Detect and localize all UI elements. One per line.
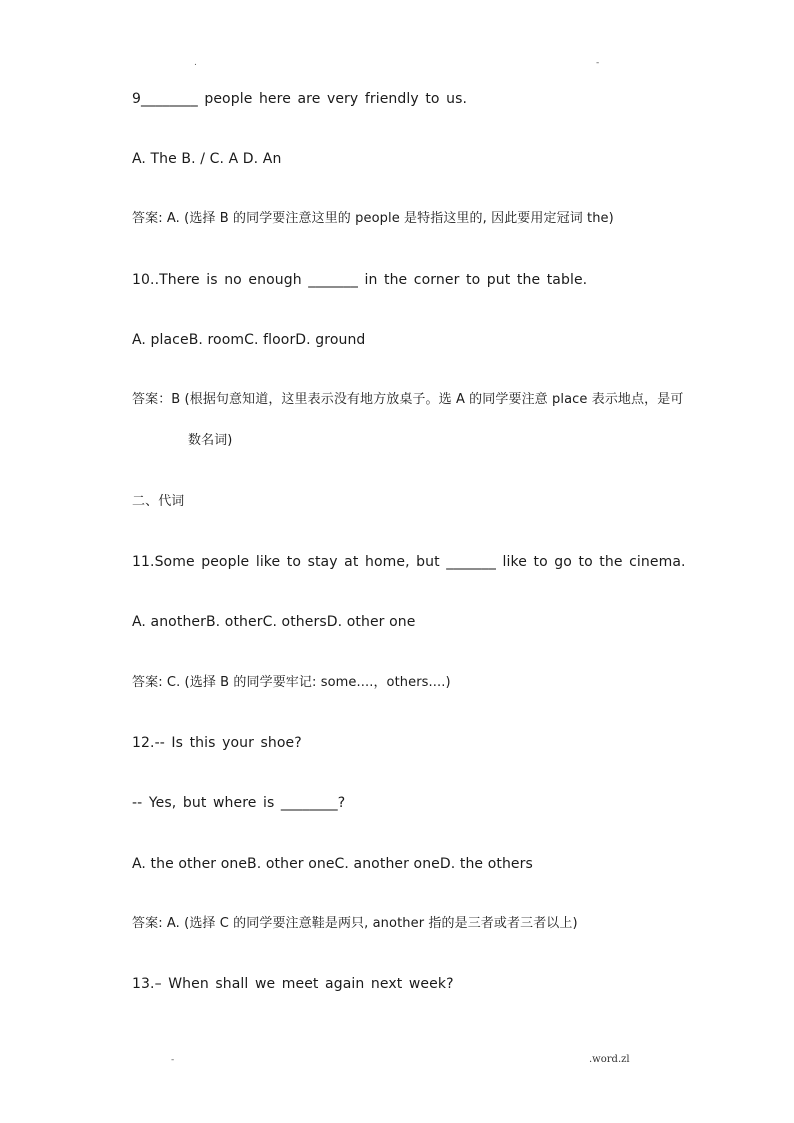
question-10: 10..There is no enough _______ in the corner to put the table. — [132, 272, 588, 288]
footer-right-mark: .word.zl — [589, 1054, 630, 1065]
header-right-mark: - — [596, 58, 600, 68]
footer-left-mark: - — [171, 1055, 175, 1065]
question-10-options: A. placeB. roomC. floorD. ground — [132, 332, 366, 348]
question-12-answer: 答案: A. (选择 C 的同学要注意鞋是两只, another 指的是三者或者三者以上) — [132, 916, 578, 931]
question-13: 13.– When shall we meet again next week? — [132, 976, 454, 992]
question-9: 9________ people here are very friendly to us. — [132, 91, 468, 107]
question-11: 11.Some people like to stay at home, but _______ like to go to the cinema. — [132, 554, 686, 570]
question-11-options: A. anotherB. otherC. othersD. other one — [132, 614, 416, 630]
question-9-answer: 答案: A. (选择 B 的同学要注意这里的 people 是特指这里的, 因此要用定冠词 the) — [132, 211, 614, 226]
question-10-answer-line-1: 答案：B (根据句意知道，这里表示没有地方放桌子。选 A 的同学要注意 place 表示地点，是可 — [132, 392, 684, 407]
question-12-options: A. the other oneB. other oneC. another oneD. the others — [132, 856, 533, 872]
question-12-reply: -- Yes, but where is ________? — [132, 795, 346, 811]
question-10-answer-line-2: 数名词) — [188, 433, 233, 448]
question-11-answer: 答案: C. (选择 B 的同学要牢记: some....，others....) — [132, 675, 451, 690]
question-12: 12.-- Is this your shoe? — [132, 735, 302, 751]
header-left-mark: . — [194, 58, 197, 68]
section-heading-pronouns: 二、代词 — [132, 494, 185, 509]
question-9-options: A. The B. / C. A D. An — [132, 151, 282, 167]
